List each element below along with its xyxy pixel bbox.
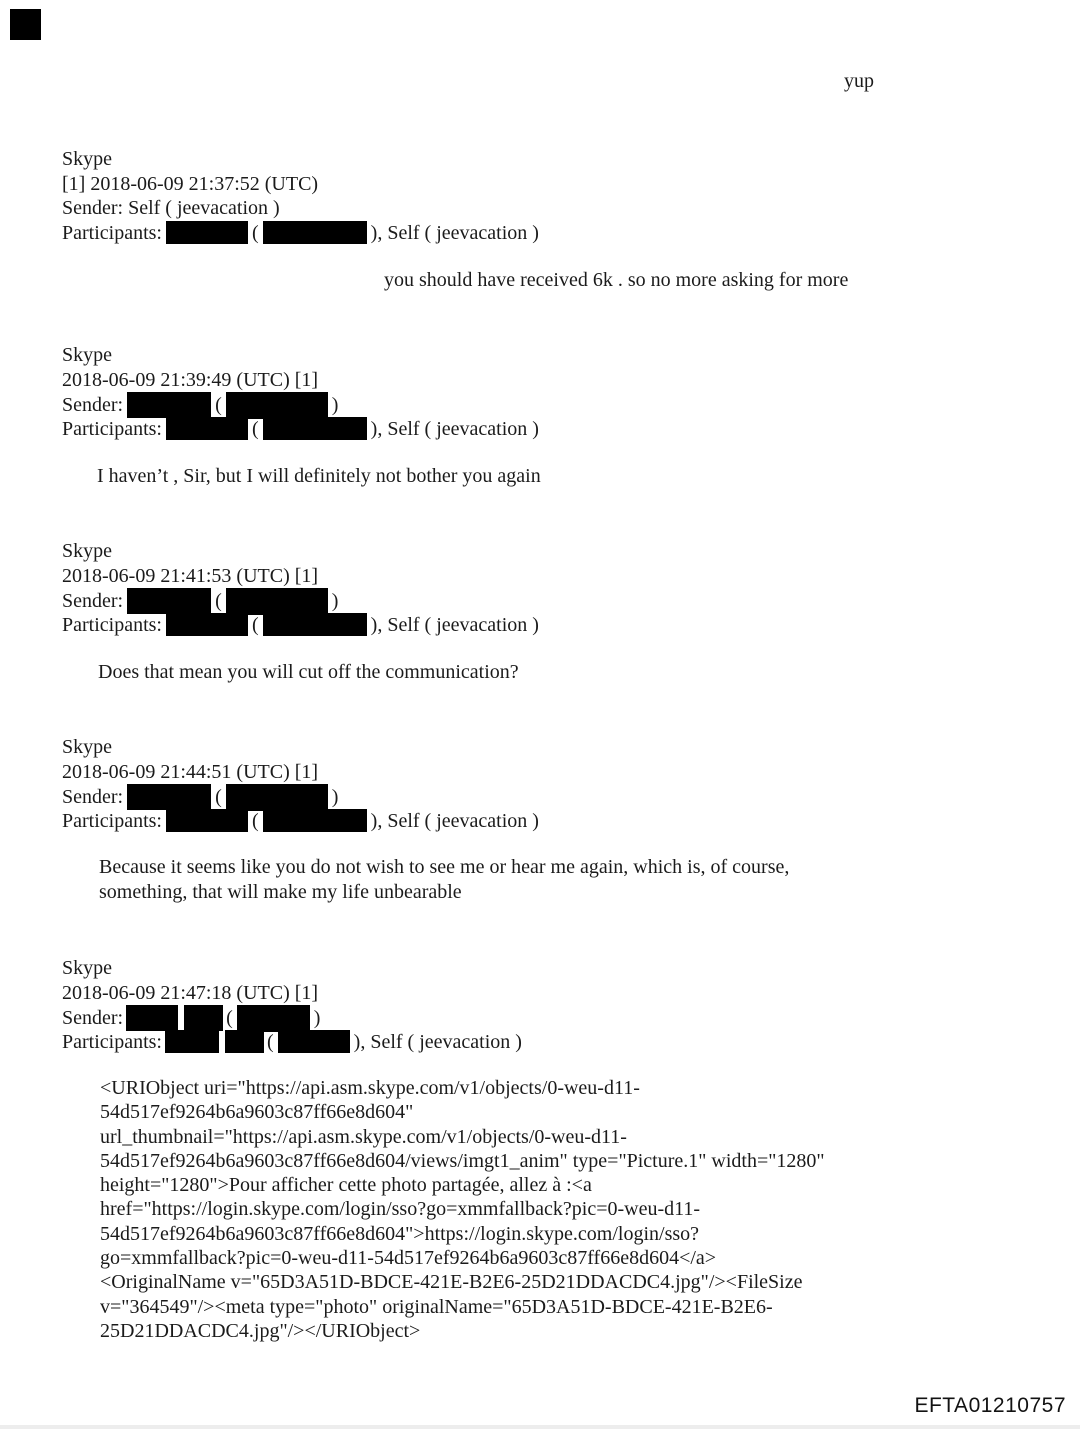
redaction-box: [126, 1005, 178, 1031]
participants-line: [62, 1030, 522, 1055]
redaction-box: [226, 588, 328, 615]
sender-label: Sender:: [62, 394, 124, 416]
redaction-box: [127, 588, 211, 614]
paren-open: (: [226, 1007, 233, 1029]
message-body-line: href="https://login.skype.com/login/sso?go=xmmfallback?pic=0-weu-d11-: [100, 1198, 701, 1221]
message-body: you should have received 6k . so no more asking for more: [384, 269, 849, 291]
redaction-box: [226, 392, 328, 419]
timestamp: 2018-06-09 21:39:49 (UTC) [1]: [62, 368, 319, 391]
message-body-line: v="364549"/><meta type="photo" originalName="65D3A51D-BDCE-421E-B2E6-: [100, 1295, 773, 1318]
redaction-box: [263, 221, 367, 244]
message-body-line: 25D21DDACDC4.jpg"/></URIObject>: [100, 1319, 421, 1342]
redaction-corner-mark: [10, 9, 41, 40]
participants-label: Participants:: [62, 417, 162, 440]
paren-close: ): [313, 1007, 321, 1029]
paren-open: (: [215, 590, 222, 612]
message-body-line: 54d517ef9264b6a9603c87ff66e8d604/views/imgt1_anim" type="Picture.1" width="1280": [100, 1149, 825, 1172]
sender-line: [62, 588, 539, 613]
message-body-line: <OriginalName v="65D3A51D-BDCE-421E-B2E6-25D21DDACDC4.jpg"/><FileSize: [100, 1271, 803, 1294]
participants-tail: ), Self ( jeevacation ): [370, 417, 539, 440]
participants-line: [62, 613, 539, 638]
message-body-line: 54d517ef9264b6a9603c87ff66e8d604": [100, 1101, 414, 1124]
participants-label: Participants:: [62, 613, 162, 636]
sender-line: [62, 1005, 522, 1030]
paren-open: (: [266, 1030, 274, 1053]
redaction-box: [166, 417, 248, 440]
skype-message-block: [62, 735, 539, 833]
message-body-line: something, that will make my life unbearable: [99, 880, 462, 903]
redaction-box: [127, 784, 211, 810]
participants-label: Participants:: [62, 1030, 162, 1053]
paren-open: (: [251, 809, 259, 832]
redaction-box: [237, 1005, 310, 1032]
page-edge-shadow: [0, 1425, 1080, 1429]
message-body-line: height="1280">Pour afficher cette photo partagée, allez à :<a: [100, 1174, 592, 1197]
message-body-line: Because it seems like you do not wish to see me or hear me again, which is, of course,: [99, 856, 790, 878]
message-body-line: <URIObject uri="https://api.asm.skype.com/v1/objects/0-weu-d11-: [100, 1077, 640, 1099]
redaction-box: [165, 1030, 219, 1053]
sender-line: [62, 392, 539, 417]
timestamp: 2018-06-09 21:47:18 (UTC) [1]: [62, 981, 319, 1004]
chat-reply-text: yup: [844, 70, 874, 92]
message-body: I haven’t , Sir, but I will definitely not bother you again: [97, 465, 541, 487]
platform-label: Skype: [62, 344, 112, 366]
redaction-box: [263, 613, 367, 636]
redaction-box: [166, 613, 248, 636]
paren-close: ): [331, 786, 339, 808]
timestamp: [1] 2018-06-09 21:37:52 (UTC): [62, 172, 319, 195]
skype-message-block: [62, 956, 522, 1054]
redaction-box: [166, 809, 248, 832]
message-body: [99, 855, 789, 904]
timestamp: 2018-06-09 21:44:51 (UTC) [1]: [62, 760, 319, 783]
participants-line: [62, 221, 539, 246]
redaction-box: [127, 392, 211, 418]
participants-line: [62, 417, 539, 442]
paren-close: ): [331, 590, 339, 612]
platform-label: Skype: [62, 736, 112, 758]
skype-message-block: [62, 147, 539, 245]
redaction-box: [226, 784, 328, 811]
redaction-box: [166, 221, 248, 244]
paren-open: (: [215, 786, 222, 808]
platform-label: Skype: [62, 957, 112, 979]
message-body-line: 54d517ef9264b6a9603c87ff66e8d604">https://login.skype.com/login/sso?: [100, 1222, 700, 1245]
skype-message-block: [62, 539, 539, 637]
sender-label: Sender:: [62, 786, 124, 808]
participants-tail: ), Self ( jeevacation ): [353, 1030, 522, 1053]
message-body-line: url_thumbnail="https://api.asm.skype.com/v1/objects/0-weu-d11-: [100, 1125, 627, 1148]
redaction-box: [278, 1030, 350, 1053]
skype-message-block: [62, 343, 539, 441]
redaction-box: [184, 1005, 223, 1031]
participants-tail: ), Self ( jeevacation ): [370, 613, 539, 636]
platform-label: Skype: [62, 148, 112, 170]
redaction-box: [263, 809, 367, 832]
paren-open: (: [251, 221, 259, 244]
message-body-line: go=xmmfallback?pic=0-weu-d11-54d517ef9264b6a9603c87ff66e8d604</a>: [100, 1247, 717, 1270]
message-body-xml: [100, 1076, 825, 1343]
sender-label: Sender:: [62, 590, 124, 612]
sender-label: Sender:: [62, 1007, 124, 1029]
redaction-box: [263, 417, 367, 440]
paren-open: (: [251, 613, 259, 636]
sender-line: Sender: Self ( jeevacation ): [62, 197, 280, 219]
participants-label: Participants:: [62, 809, 162, 832]
sender-line: [62, 784, 539, 809]
paren-close: ): [331, 394, 339, 416]
participants-line: [62, 809, 539, 834]
redaction-box: [225, 1030, 264, 1053]
participants-tail: ), Self ( jeevacation ): [370, 809, 539, 832]
participants-tail: ), Self ( jeevacation ): [370, 221, 539, 244]
participants-label: Participants:: [62, 221, 162, 244]
bates-number: EFTA01210757: [914, 1394, 1066, 1417]
message-body: Does that mean you will cut off the communication?: [98, 661, 519, 683]
platform-label: Skype: [62, 540, 112, 562]
paren-open: (: [215, 394, 222, 416]
timestamp: 2018-06-09 21:41:53 (UTC) [1]: [62, 564, 319, 587]
paren-open: (: [251, 417, 259, 440]
